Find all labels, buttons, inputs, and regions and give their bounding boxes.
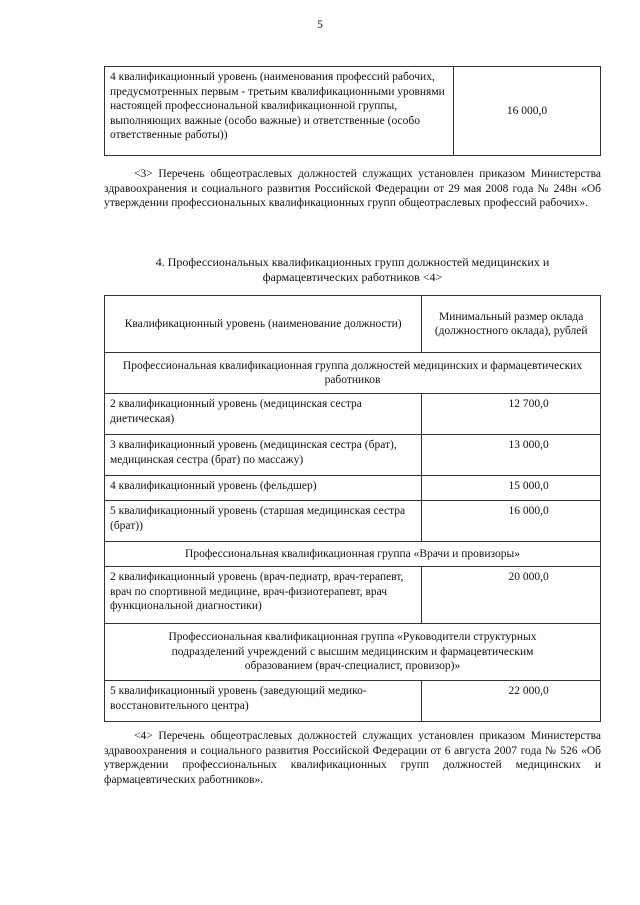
level-cell: 2 квалификационный уровень (врач-педиатр, врач-терапевт, врач по спортивной медицине, врач-физиотерапевт, врач функциональной диагностики) — [105, 567, 422, 624]
table-row — [105, 501, 601, 542]
workers-salary-table — [104, 66, 601, 156]
footnote-3 — [104, 167, 601, 211]
salary-cell: 15 000,0 — [422, 476, 601, 501]
section-4-title-line2: фармацевтических работников <4> — [262, 270, 443, 284]
footnote-4-text: <4> Перечень общеотраслевых должностей служащих установлен приказом Министерства здравоохранения и социального развития Российской Федерации от 6 августа 2007 года № 526 «Об утверждении профессиональных квалификационных групп должностей медицинских и фармацевтических работников». — [104, 730, 601, 786]
table-row — [105, 681, 601, 722]
table-row — [105, 435, 601, 476]
table-row — [105, 394, 601, 435]
group-row — [105, 624, 601, 681]
medical-salary-table — [104, 295, 601, 722]
header-qualification-level: Квалификационный уровень (наименование должности) — [105, 296, 422, 353]
table-header-row — [105, 296, 601, 353]
section-4-title — [104, 255, 601, 285]
group-heads-of-units: Профессиональная квалификационная группа «Руководители структурных подразделений учреждений с высшим медицинским и фармацевтическим образованием (врач-специалист, провизор)» — [105, 624, 601, 681]
header-min-salary: Минимальный размер оклада (должностного оклада), рублей — [422, 296, 601, 353]
level-cell: 4 квалификационный уровень (фельдшер) — [105, 476, 422, 501]
salary-cell: 22 000,0 — [422, 681, 601, 722]
salary-cell: 12 700,0 — [422, 394, 601, 435]
group-row — [105, 353, 601, 394]
group-row — [105, 542, 601, 567]
level-cell: 5 квалификационный уровень (старшая медицинская сестра (брат)) — [105, 501, 422, 542]
section-4-title-line1: 4. Профессиональных квалификационных групп должностей медицинских и — [155, 255, 550, 269]
level-cell: 3 квалификационный уровень (медицинская сестра (брат), медицинская сестра (брат) по массажу) — [105, 435, 422, 476]
table-row — [105, 567, 601, 624]
page-number: 5 — [317, 19, 323, 31]
level-cell: 5 квалификационный уровень (заведующий медико-восстановительного центра) — [105, 681, 422, 722]
qualification-level-cell: 4 квалификационный уровень (наименования профессий рабочих, предусмотренных первым - третьим квалификационными уровнями настоящей профессиональной квалификационной группы, выполняющих важные (особо важные) и ответственные (особо ответственные работы)) — [105, 67, 454, 156]
salary-cell: 16 000,0 — [422, 501, 601, 542]
level-cell: 2 квалификационный уровень (медицинская сестра диетическая) — [105, 394, 422, 435]
footnote-4 — [104, 729, 601, 787]
table-row — [105, 67, 601, 156]
group-medical-pharma: Профессиональная квалификационная группа должностей медицинских и фармацевтических работников — [105, 353, 601, 394]
salary-cell: 20 000,0 — [422, 567, 601, 624]
salary-cell: 16 000,0 — [454, 67, 601, 156]
group-doctors-pharmacists: Профессиональная квалификационная группа «Врачи и провизоры» — [105, 542, 601, 567]
table-row — [105, 476, 601, 501]
footnote-3-text: <3> Перечень общеотраслевых должностей служащих установлен приказом Министерства здравоохранения и социального развития Российской Федерации от 29 мая 2008 года № 248н «Об утверждении профессиональных квалификационных групп общеотраслевых профессий рабочих». — [104, 168, 601, 209]
salary-cell: 13 000,0 — [422, 435, 601, 476]
